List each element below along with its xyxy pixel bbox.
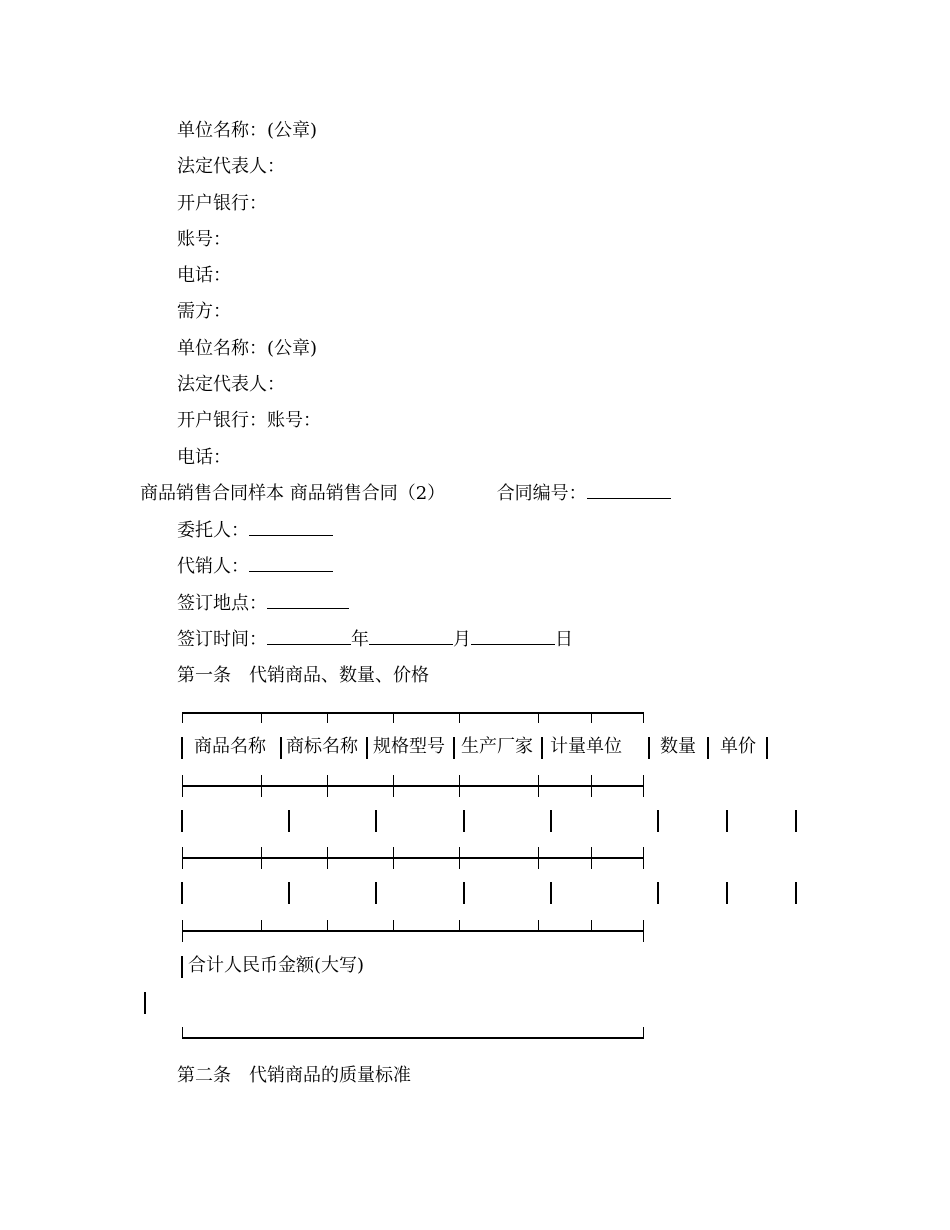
contract-title-row [140,483,671,505]
day-blank[interactable] [471,630,555,645]
supplier-bank: 开户银行： [177,193,267,214]
header-unit-price: 单价 [720,736,756,757]
supplier-account: 账号： [177,229,231,250]
agent-row [177,556,333,578]
month-blank[interactable] [369,630,453,645]
agent-blank[interactable] [249,557,333,572]
header-unit: 计量单位 [550,736,622,757]
buyer-phone: 电话： [177,447,231,468]
buyer-unit-name: 单位名称：(公章) [177,338,318,359]
header-brand-name: 商标名称 [286,736,358,757]
time-label: 签订时间： [177,629,267,650]
buyer-heading: 需方： [177,301,231,322]
consignor-label: 委托人： [177,520,249,541]
total-amount-label: 合计人民币金额(大写) [188,955,365,976]
place-blank[interactable] [267,594,349,609]
contract-number-blank[interactable] [587,484,671,499]
article2-heading: 第二条 代销商品的质量标准 [177,1065,411,1086]
supplier-legal-rep: 法定代表人： [177,156,285,177]
header-manufacturer: 生产厂家 [461,736,533,757]
buyer-bank-account: 开户银行：账号： [177,410,321,431]
supplier-phone: 电话： [177,265,231,286]
header-product-name: 商品名称 [194,736,266,757]
year-blank[interactable] [267,630,351,645]
consignor-blank[interactable] [249,521,333,536]
contract-title: 商品销售合同样本 商品销售合同（2） [140,483,446,504]
place-row [177,593,349,615]
agent-label: 代销人： [177,556,249,577]
contract-number-label: 合同编号： [496,483,587,504]
buyer-legal-rep: 法定代表人： [177,374,285,395]
supplier-unit-name: 单位名称：(公章) [177,120,318,141]
header-quantity: 数量 [660,736,696,757]
header-spec-model: 规格型号 [373,736,445,757]
month-label: 月 [453,629,471,650]
time-row [177,629,573,651]
day-label: 日 [555,629,573,650]
article1-heading: 第一条 代销商品、数量、价格 [177,665,429,686]
place-label: 签订地点： [177,593,267,614]
year-label: 年 [351,629,369,650]
consignor-row [177,520,333,542]
